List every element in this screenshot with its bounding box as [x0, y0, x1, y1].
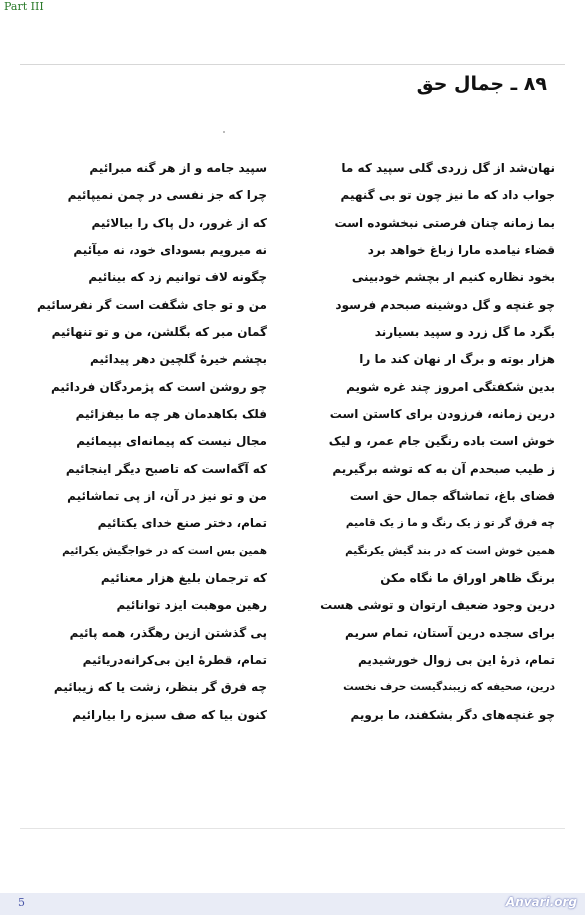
verse-line: نه میرویم بسودای خود، نه میآئیم — [73, 242, 267, 257]
verse-line: برنگ ظاهر اوراق ما نگاه مکن — [380, 570, 555, 585]
verse-line: خوش است باده رنگین جام عمر، و لیک — [328, 434, 555, 449]
verse-line: که از غرور، دل پاک را بیالائیم — [91, 215, 267, 230]
poem-right-column — [300, 155, 555, 729]
verse-line: بدین شکفتگی امروز چند غره شویم — [346, 379, 555, 394]
verse-line: چرا که جز نفسی در چمن نمیپائیم — [67, 188, 267, 203]
scan-dot — [223, 131, 225, 133]
verse-line: قضاء نیامده مارا زباغ خواهد برد — [367, 242, 555, 257]
poem-title: ۸۹ ـ جمال حق — [416, 73, 547, 95]
verse-line: تمام، دختر صنع خدای یکتائیم — [97, 516, 267, 531]
verse-line: تمام، ذرهٔ این بی زوال خورشیدیم — [357, 652, 555, 667]
verse-line: ز طیب صبحدم آن به که توشه برگیریم — [332, 461, 555, 476]
verse-line: کنون بیا که صف سبزه را بیارائیم — [72, 707, 267, 722]
verse-line: جواب داد که ما نیز چون تو بی گنهیم — [340, 188, 555, 203]
verse-line: گمان مبر که بگلشن، من و تو تنهائیم — [51, 324, 267, 339]
verse-line: چو غنچه‌های دگر بشکفند، ما برویم — [350, 707, 555, 722]
verse-line: تمام، قطرهٔ این بی‌کرانه‌دریائیم — [82, 652, 267, 667]
top-divider — [20, 64, 565, 65]
verse-line: من و تو جای شگفت است گر نفرسائیم — [36, 297, 267, 312]
verse-line: نهان‌شد از گل زردی گلی سپید که ما — [341, 161, 555, 175]
verse-line: چه فرق گر بنظر، زشت یا که زیبائیم — [53, 680, 267, 695]
verse-line: درین وجود ضعیف ارتوان و توشی هست — [320, 598, 555, 613]
watermark-logo: Anvari.org — [505, 895, 577, 909]
verse-line: من و تو نیز در آن، از پی تماشائیم — [67, 488, 267, 503]
verse-line: درین زمانه، فرزودن برای کاستن است — [329, 406, 555, 421]
verse-line: چگونه لاف توانیم زد که بینائیم — [88, 270, 267, 285]
verse-line: فضای باغ، تماشاگه جمال حق است — [349, 488, 555, 503]
running-head: Part III — [4, 0, 44, 13]
verse-line: چه فرق گر تو ز یک رنگ و ما ز یک قامیم — [345, 517, 555, 530]
footer-bar — [0, 893, 585, 915]
verse-line: که ترجمان بلیغ هزار معنائیم — [100, 570, 267, 585]
poem-left-column — [12, 155, 267, 729]
verse-line: بما زمانه چنان فرصتی نبخشوده است — [334, 215, 555, 230]
verse-line: رهین موهبت ایزد توانائیم — [116, 598, 267, 613]
verse-line: چو روشن است که پژمردگان فردائیم — [50, 379, 267, 394]
verse-line: بچشم خیرهٔ گلچین دهر پیدائیم — [89, 352, 267, 367]
verse-line: بخود نظاره کنیم ار بچشم خودبینی — [351, 270, 555, 285]
bottom-divider — [20, 828, 565, 829]
verse-line: بگرد ما گل زرد و سپید بسیارند — [374, 324, 555, 339]
verse-line: که آگه‌است که تاصبح دیگر اینجائیم — [65, 461, 267, 476]
verse-line: برای سجده درین آستان، تمام سریم — [345, 625, 555, 640]
verse-line: هزار بوته و برگ ار نهان کند ما را — [359, 352, 555, 367]
verse-line: چو غنچه و گل دوشینه صبحدم فرسود — [335, 297, 555, 312]
page-number: 5 — [18, 896, 25, 909]
verse-line: درین، صحیفه که زیبندگیست حرف نخست — [343, 681, 555, 694]
verse-line: فلک بکاهدمان هر چه ما بیفزائیم — [75, 406, 267, 421]
verse-line: همین بس است که در خواجگیش یکرائیم — [62, 544, 267, 557]
verse-line: مجال نیست که پیمانه‌ای بپیمائیم — [76, 434, 267, 449]
verse-line: همین خوش است که در بند گیش یکرنگیم — [345, 544, 555, 557]
verse-line: سپید جامه و از هر گنه مبرائیم — [89, 161, 267, 175]
verse-line: پی گذشتن ازین رهگذر، همه پائیم — [69, 625, 267, 640]
